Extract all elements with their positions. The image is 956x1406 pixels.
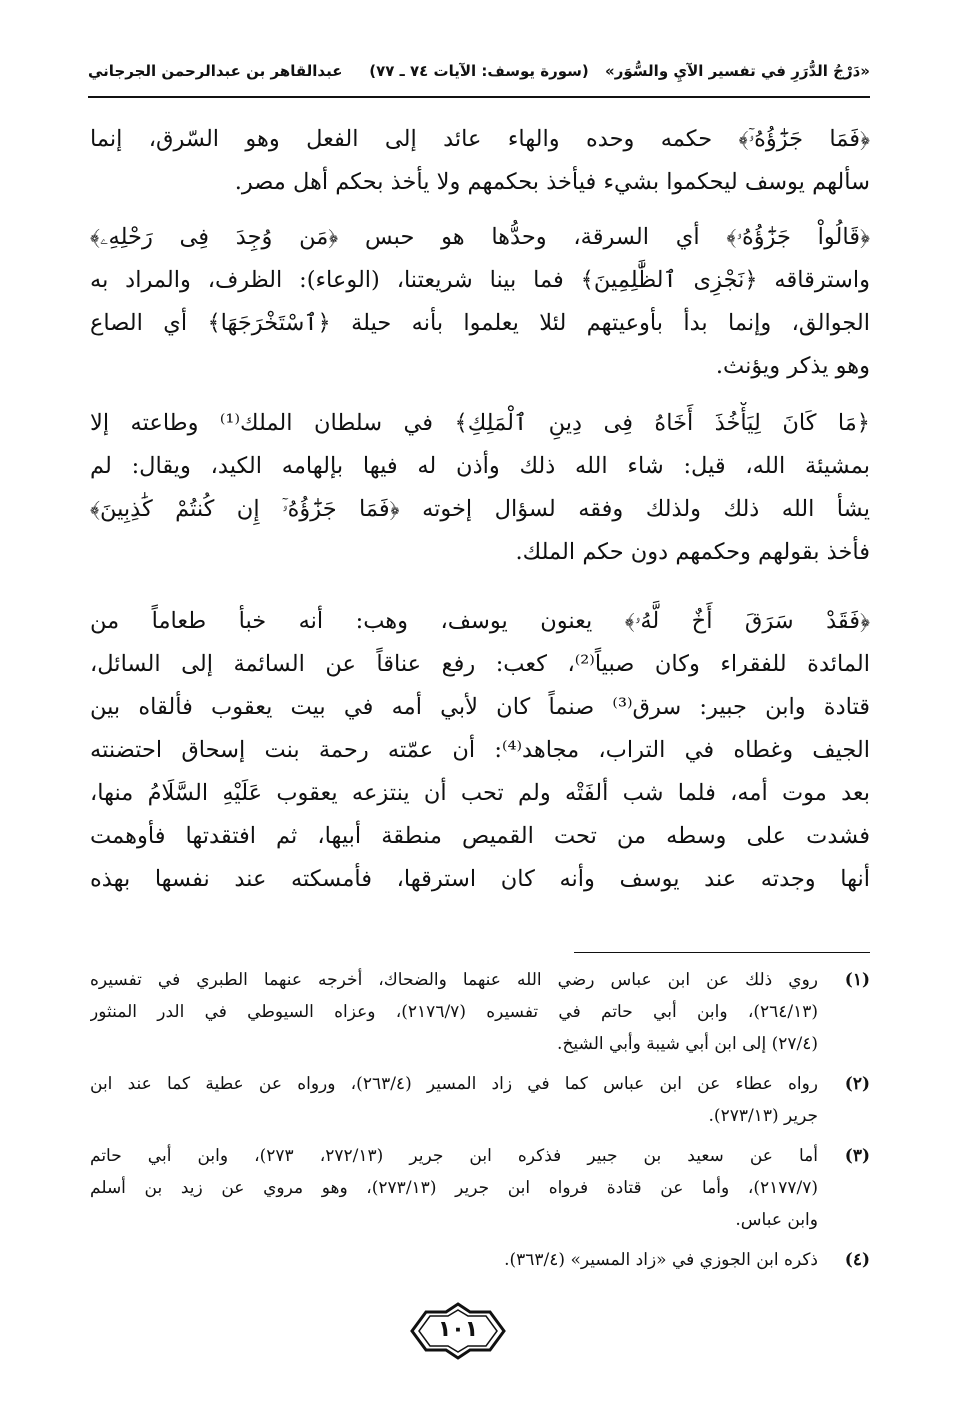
footnote-line: (٢٦٤/١٣)، وابن أبي حاتم في تفسيره (٢١٧٦/٧)، وعزاه السيوطي في الدر المنثور (90, 1002, 818, 1022)
running-header (88, 58, 870, 92)
text-line: وهو يذكر ويؤنث. (715, 353, 870, 379)
text-line: المائدة للفقراء وكان صبياً⁽²⁾، كعب: رفع عناقاً عن السائمة إلى السائل، (90, 651, 870, 677)
footnote-line: روي ذلك عن ابن عباس رضي الله عنهما والضحاك، أخرجه عنهما الطبري في تفسيره (90, 970, 818, 990)
main-text (90, 118, 870, 901)
header-book-title: «دَرْجُ الدُّرَرِ في تفسير الآيِ والسُّوَر» (605, 62, 870, 80)
paragraph-3 (90, 402, 870, 574)
text-line: فشدت على وسطه من تحت القميص منطقة أبيها، ثم افتقدتها فأوهمت (90, 823, 870, 849)
footnote-1 (90, 964, 870, 1060)
footnote-number: (١) (844, 970, 870, 990)
text-line: قتادة وابن جبير: سرق⁽³⁾ صنماً كان لأبي أمه في بيت يعقوب فألقاه بين (90, 694, 870, 720)
paragraph-4 (90, 600, 870, 901)
text-line: فأخذ بقولهم وحكمهم دون حكم الملك. (515, 539, 870, 565)
footnote-line: (٢٧/٤) إلى ابن أبي شيبة وأبي الشيخ. (557, 1034, 818, 1054)
header-author: عبدالقاهر بن عبدالرحمن الجرجاني (88, 62, 343, 80)
text-line: ﴿قَالُواْ جَزَٰٓؤُهُۥ﴾ أي السرقة، وحدُّها هو حبس ﴿مَن وُجِدَ فِى رَحْلِهِۦ﴾ (90, 224, 870, 250)
footnote-4 (90, 1244, 870, 1276)
header-section: (سورة يوسف: الآيات ٧٤ ـ ٧٧) (369, 62, 589, 80)
paragraph-2 (90, 216, 870, 388)
footnotes (90, 964, 870, 1284)
text-line: بعد موت أمه، فلما شب ألفَتْه ولم تحب أن ينتزعه يعقوب عَلَيْهِ السَّلَامُ منها، (90, 780, 870, 806)
text-line: بمشيئة الله، قيل: شاء الله ذلك وأذن له فيها بإلهامه الكيد، ويقال: لم (90, 453, 870, 479)
footnote-number: (٤) (844, 1250, 870, 1270)
text-line: ﴿فَمَا جَزَٰٓؤُهُۥٓ﴾ حكمه وحده والهاء عائد إلى الفعل وهو السّرق، إنما (90, 126, 870, 152)
text-line: ﴿فَقَدْ سَرَقَ أَخٌ لَّهُۥ﴾ يعنون يوسف، وهب: أنه خبأ طعاماً من (90, 608, 870, 634)
text-line: سألهم يوسف ليحكموا بشيء فيأخذ بحكمهم ولا يأخذ بحكم أهل مصر. (234, 169, 870, 195)
header-rule (88, 96, 870, 98)
footnote-2 (90, 1068, 870, 1132)
text-line: واسترقاقه ﴿نَجْزِى ٱلظَّٰلِمِينَ﴾ فما بينا شريعتنا، (الوعاء): الظرف، والمراد به (90, 267, 870, 293)
text-line: ﴿مَا كَانَ لِيَأْخُذَ أَخَاهُ فِى دِينِ ٱلْمَلِكِ﴾ في سلطان الملك⁽¹⁾ وطاعته إلا (90, 410, 870, 436)
text-line: يشأ الله ذلك ولذلك وفقه لسؤال إخوته ﴿فَمَا جَزَٰٓؤُهُۥٓ إِن كُنتُمْ كَٰذِبِينَ﴾ (90, 496, 870, 522)
footnote-line: وابن عباس. (735, 1210, 818, 1230)
footnote-line: أما عن سعيد بن جبير فذكره ابن جرير (٢٧٢/١٣، ٢٧٣)، وابن أبي حاتم (90, 1146, 818, 1166)
footnote-line: (٢١٧٧/٧)، وأما عن قتادة فرواه ابن جرير (٢٧٣/١٣)، وهو مروي عن زيد بن أسلم (90, 1178, 818, 1198)
paragraph-1 (90, 118, 870, 204)
footnote-number: (٢) (844, 1074, 870, 1094)
footnote-line: جرير (٢٧٣/١٣). (708, 1106, 818, 1126)
footnote-number: (٣) (844, 1146, 870, 1166)
page-number: ١٠١ (437, 1317, 479, 1342)
footnote-3 (90, 1140, 870, 1236)
text-line: أنها وجدته عند يوسف وأنه كان استرقها، فأمسكته عند نفسها بهذه (90, 866, 870, 892)
page-number-ornament (408, 1302, 508, 1360)
footnote-line: ذكره ابن الجوزي في «زاد المسير» (٣٦٣/٤). (504, 1250, 818, 1270)
footnote-separator (574, 952, 870, 953)
text-line: الجيف وغطاه في التراب، مجاهد⁽⁴⁾: أن عمّته رحمة بنت إسحاق احتضنته (90, 737, 870, 763)
text-line: الجوالق، وإنما بدأ بأوعيتهم لئلا يعلموا بأنه حيلة ﴿ٱسْتَخْرَجَهَا﴾ أي الصاع (90, 310, 870, 336)
footnote-line: رواه عطاء عن ابن عباس كما في زاد المسير (٢٦٣/٤)، ورواه عن عطية كما عند ابن (90, 1074, 818, 1094)
